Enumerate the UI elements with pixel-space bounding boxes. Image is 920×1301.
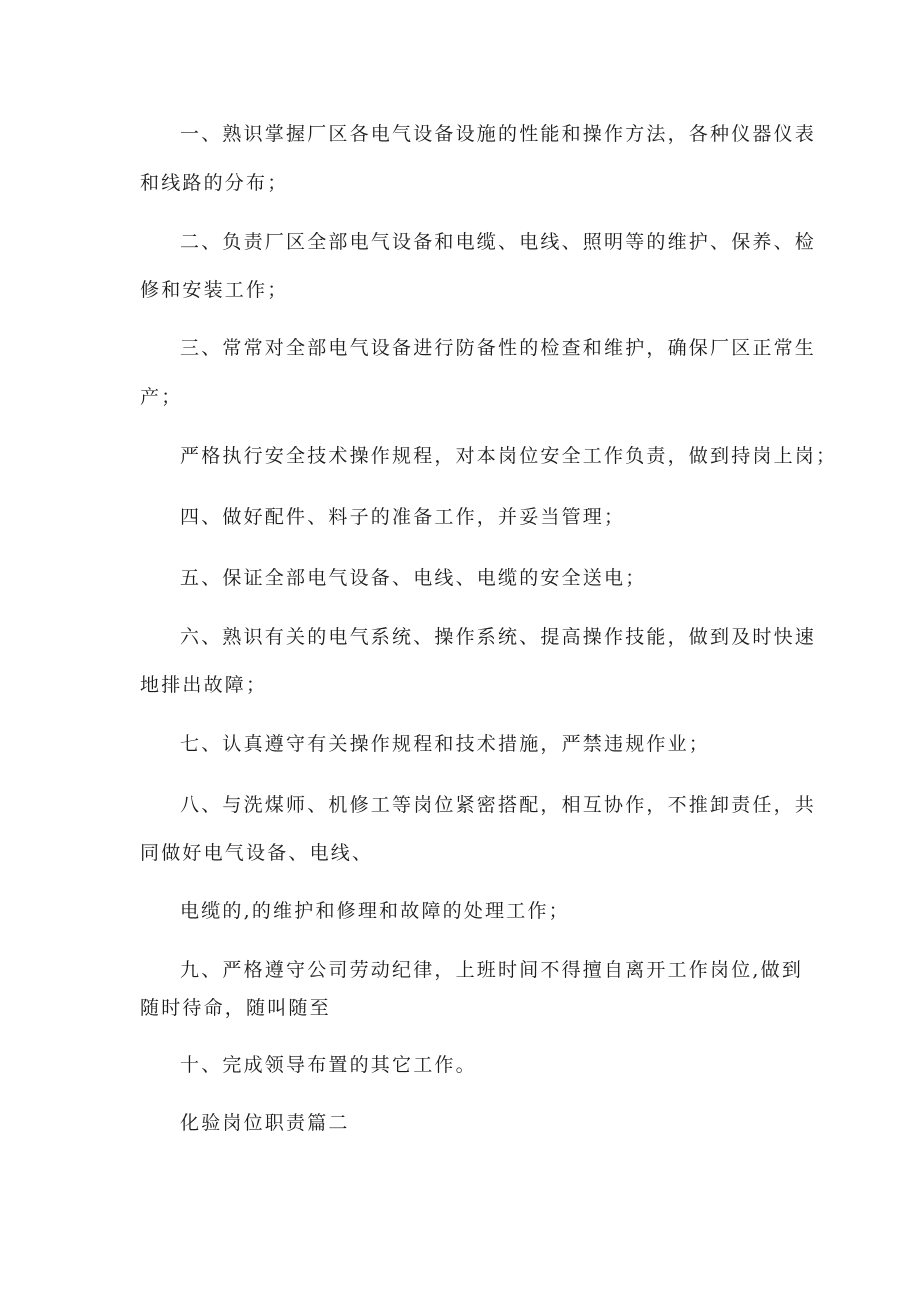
- paragraph-11-line-1: 九、严格遵守公司劳动纪律，上班时间不得擅自离开工作岗位,做到: [180, 959, 804, 981]
- paragraph-2-line-1: 二、负责厂区全部电气设备和电缆、电线、照明等的维护、保养、检: [180, 231, 817, 253]
- paragraph-7-line-1: 六、熟识有关的电气系统、操作系统、提高操作技能，做到及时快速: [180, 626, 817, 648]
- paragraph-9-line-2: 同做好电气设备、电线、: [140, 842, 374, 864]
- section-heading: 化验岗位职责篇二: [180, 1112, 350, 1134]
- paragraph-9-line-1: 八、与洗煤师、机修工等岗位紧密搭配，相互协作，不推卸责任，共: [180, 794, 817, 816]
- paragraph-3-line-2: 产；: [140, 386, 183, 408]
- paragraph-4-line-1: 严格执行安全技术操作规程，对本岗位安全工作负责，做到持岗上岗；: [180, 445, 838, 467]
- paragraph-1-line-1: 一、熟识掌握厂区各电气设备设施的性能和操作方法，各种仪器仪表: [180, 123, 817, 145]
- paragraph-12-line-1: 十、完成领导布置的其它工作。: [180, 1054, 477, 1076]
- paragraph-3-line-1: 三、常常对全部电气设备进行防备性的检查和维护，确保厂区正常生: [180, 337, 817, 359]
- paragraph-11-line-2: 随时待命，随叫随至: [140, 997, 331, 1019]
- paragraph-2-line-2: 修和安装工作；: [140, 279, 289, 301]
- paragraph-5-line-1: 四、做好配件、料子的准备工作，并妥当管理；: [180, 506, 626, 528]
- paragraph-8-line-1: 七、认真遵守有关操作规程和技术措施，严禁违规作业；: [180, 733, 711, 755]
- paragraph-10-line-1: 电缆的,的维护和修理和故障的处理工作；: [180, 900, 570, 922]
- paragraph-7-line-2: 地排出故障；: [140, 674, 268, 696]
- paragraph-1-line-2: 和线路的分布；: [140, 172, 289, 194]
- paragraph-6-line-1: 五、保证全部电气设备、电线、电缆的安全送电；: [180, 567, 647, 589]
